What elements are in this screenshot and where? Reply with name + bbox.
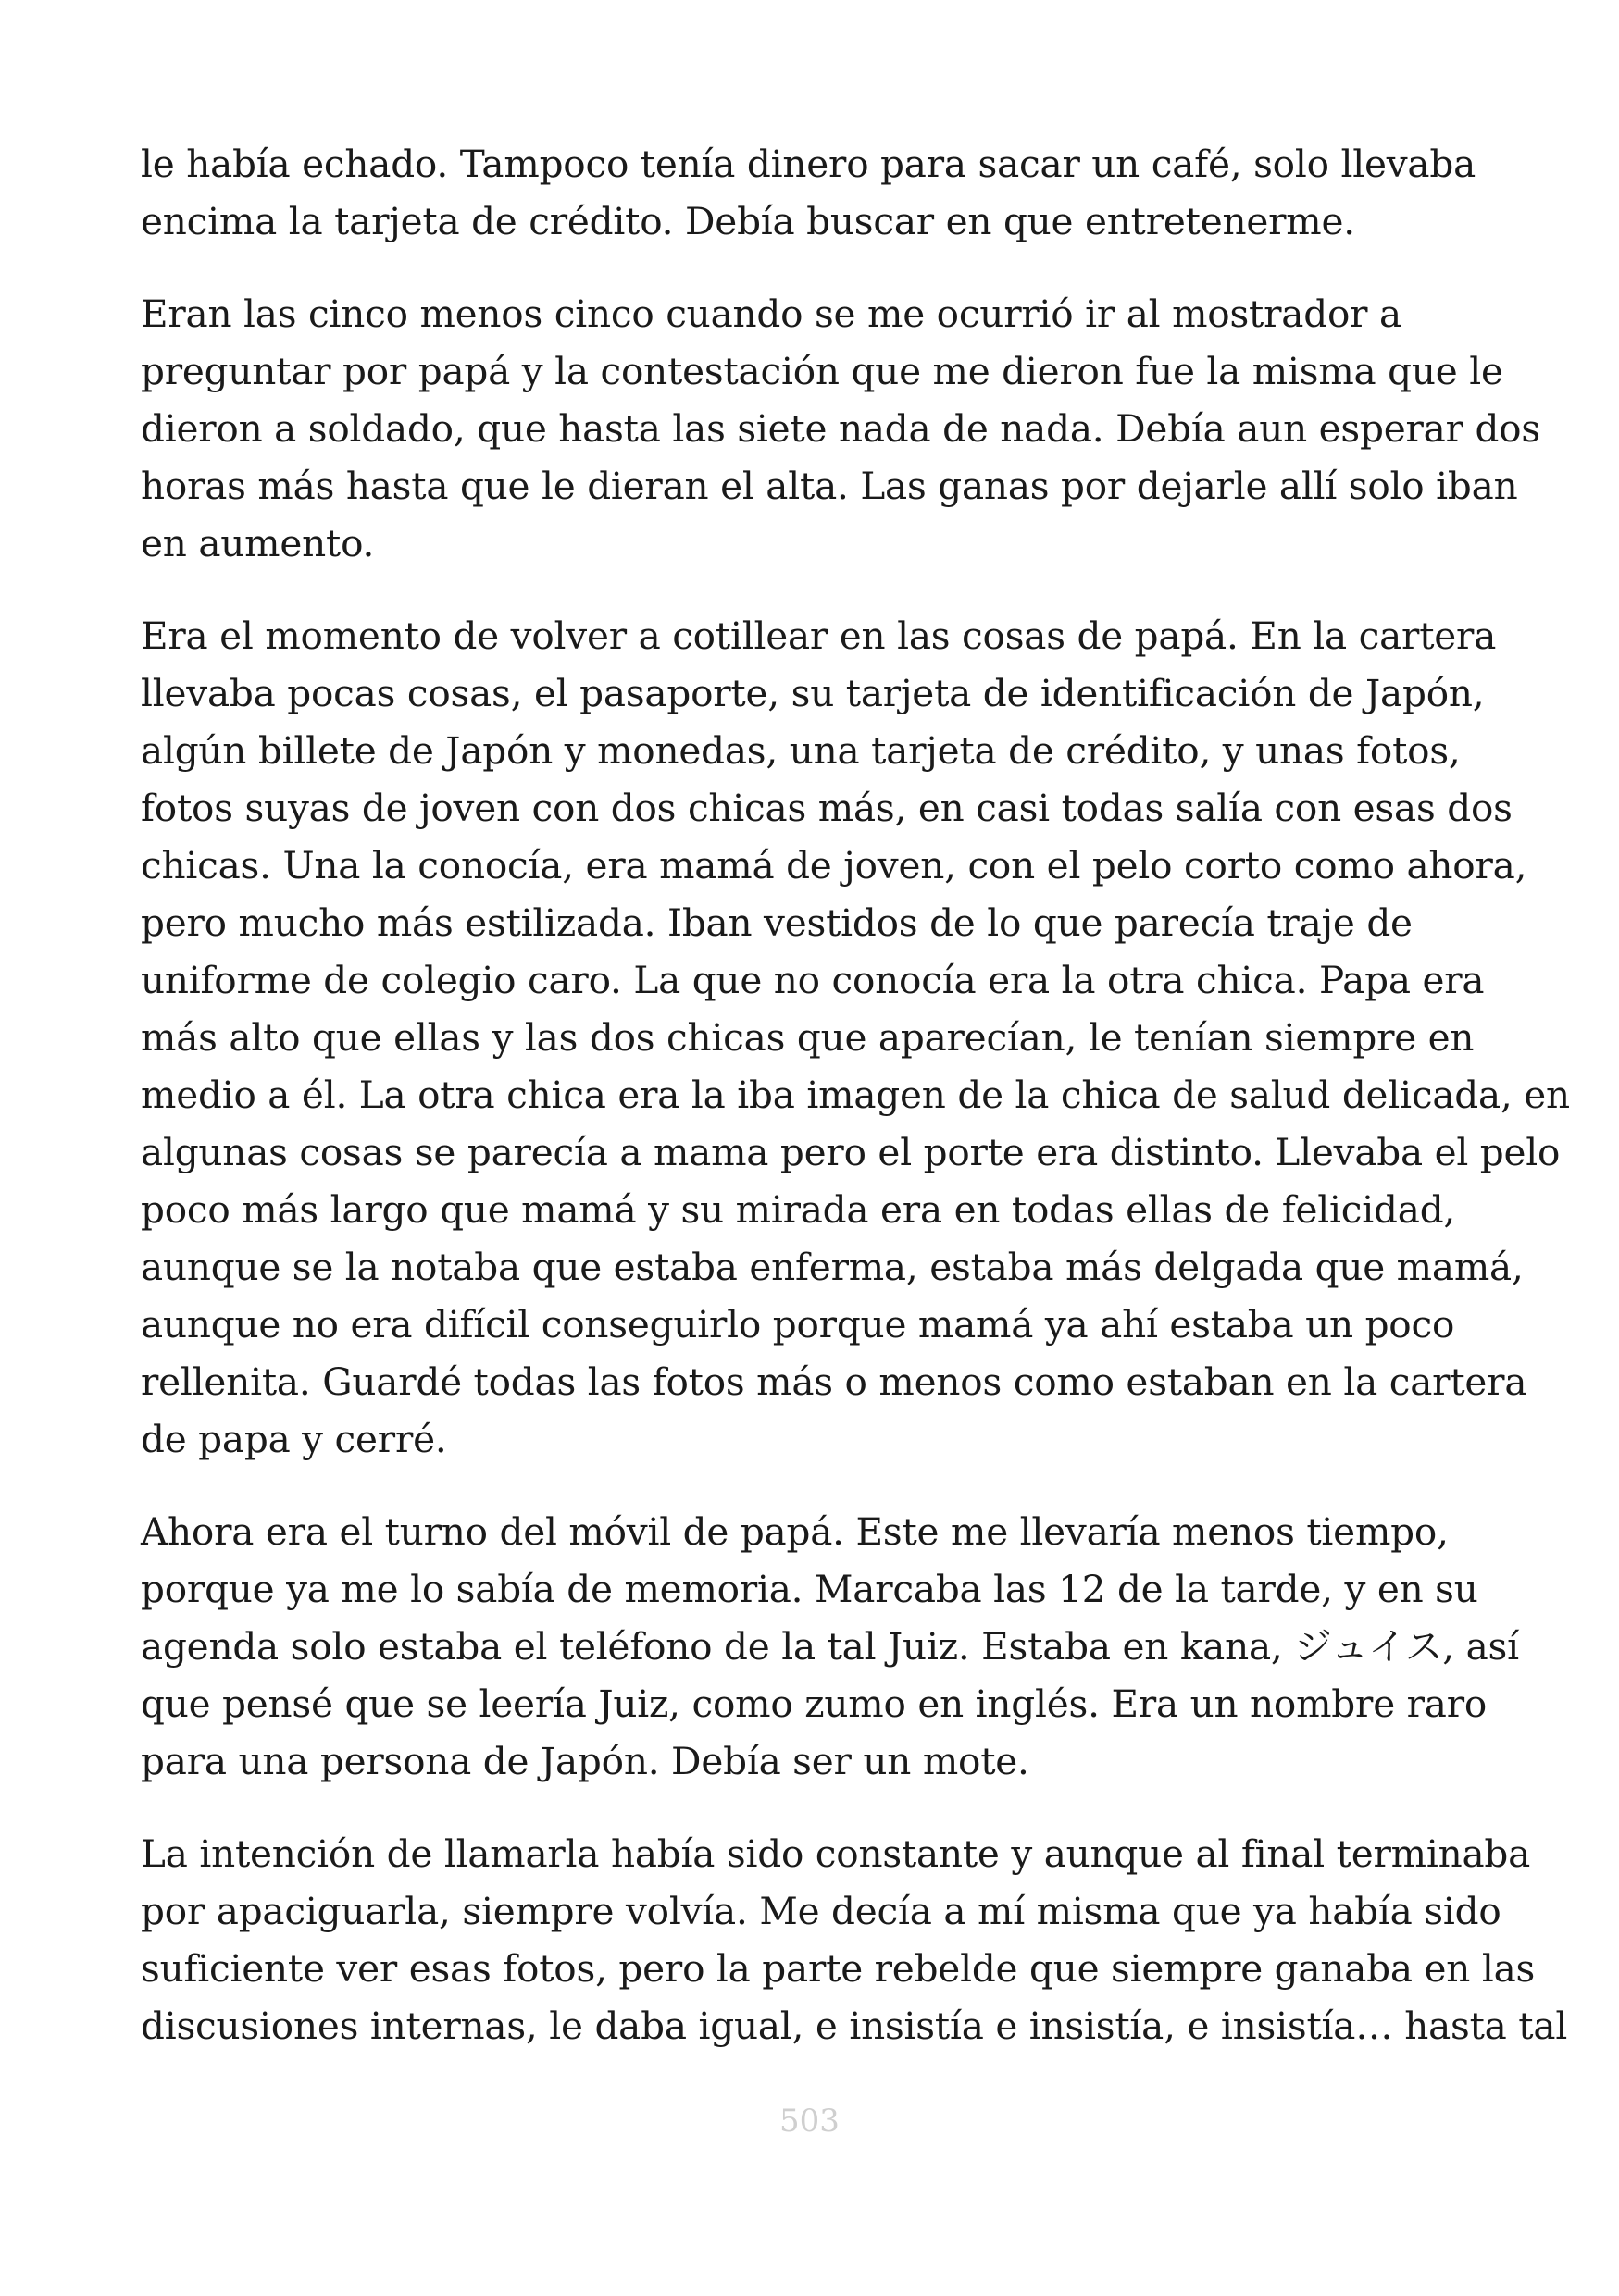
text-line: rellenita. Guardé todas las fotos más o menos como estaban en la cartera bbox=[141, 1359, 1527, 1404]
paragraph-3 bbox=[141, 607, 1570, 1468]
page-body bbox=[141, 135, 1570, 2090]
page-number: 503 bbox=[779, 2103, 840, 2140]
text-line: discusiones internas, le daba igual, e insistía e insistía, e insistía… hasta tal bbox=[141, 2004, 1568, 2048]
text-line: agenda solo estaba el teléfono de la tal Juiz. Estaba en kana, ジュイス, así bbox=[141, 1624, 1519, 1669]
text-line: Eran las cinco menos cinco cuando se me ocurrió ir al mostrador a bbox=[141, 292, 1401, 336]
text-line: de papa y cerré. bbox=[141, 1417, 447, 1461]
text-line: suficiente ver esas fotos, pero la parte rebelde que siempre ganaba en las bbox=[141, 1946, 1536, 1991]
text-line: poco más largo que mamá y su mirada era en todas ellas de felicidad, bbox=[141, 1187, 1456, 1232]
text-line: algún billete de Japón y monedas, una tarjeta de crédito, y unas fotos, bbox=[141, 728, 1461, 773]
paragraph-5 bbox=[141, 1825, 1568, 2054]
paragraph-4 bbox=[141, 1503, 1519, 1790]
text-line: Era el momento de volver a cotillear en las cosas de papá. En la cartera bbox=[141, 614, 1497, 658]
text-line: pero mucho más estilizada. Iban vestidos de lo que parecía traje de bbox=[141, 900, 1413, 945]
text-line: La intención de llamarla había sido constante y aunque al final terminaba bbox=[141, 1831, 1531, 1876]
text-line: dieron a soldado, que hasta las siete nada de nada. Debía aun esperar dos bbox=[141, 406, 1540, 451]
text-line: chicas. Una la conocía, era mamá de joven, con el pelo corto como ahora, bbox=[141, 843, 1527, 887]
paragraph-1 bbox=[141, 135, 1501, 250]
text-line: preguntar por papá y la contestación que me dieron fue la misma que le bbox=[141, 349, 1503, 393]
text-line: uniforme de colegio caro. La que no conocía era la otra chica. Papa era bbox=[141, 958, 1485, 1002]
text-line: aunque se la notaba que estaba enferma, estaba más delgada que mamá, bbox=[141, 1245, 1524, 1289]
text-line: porque ya me lo sabía de memoria. Marcaba las 12 de la tarde, y en su bbox=[141, 1567, 1478, 1611]
text-line: Ahora era el turno del móvil de papá. Este me llevaría menos tiempo, bbox=[141, 1509, 1449, 1554]
text-line: que pensé que se leería Juiz, como zumo en inglés. Era un nombre raro bbox=[141, 1682, 1488, 1726]
text-line: horas más hasta que le dieran el alta. Las ganas por dejarle allí solo iban bbox=[141, 464, 1518, 508]
paragraph-2 bbox=[141, 285, 1540, 572]
text-line: por apaciguarla, siempre volvía. Me decía a mí misma que ya había sido bbox=[141, 1889, 1501, 1933]
text-line: le había echado. Tampoco tenía dinero para sacar un café, solo llevaba bbox=[141, 142, 1476, 186]
text-line: llevaba pocas cosas, el pasaporte, su tarjeta de identificación de Japón, bbox=[141, 671, 1485, 715]
text-line: aunque no era difícil conseguirlo porque mamá ya ahí estaba un poco bbox=[141, 1302, 1455, 1347]
text-line: fotos suyas de joven con dos chicas más, en casi todas salía con esas dos bbox=[141, 786, 1513, 830]
text-line: medio a él. La otra chica era la iba imagen de la chica de salud delicada, en bbox=[141, 1073, 1570, 1117]
text-line: algunas cosas se parecía a mama pero el porte era distinto. Llevaba el pelo bbox=[141, 1130, 1561, 1174]
text-line: para una persona de Japón. Debía ser un mote. bbox=[141, 1739, 1029, 1783]
text-line: más alto que ellas y las dos chicas que aparecían, le tenían siempre en bbox=[141, 1015, 1475, 1060]
text-line: encima la tarjeta de crédito. Debía buscar en que entretenerme. bbox=[141, 199, 1355, 243]
text-line: en aumento. bbox=[141, 521, 375, 565]
